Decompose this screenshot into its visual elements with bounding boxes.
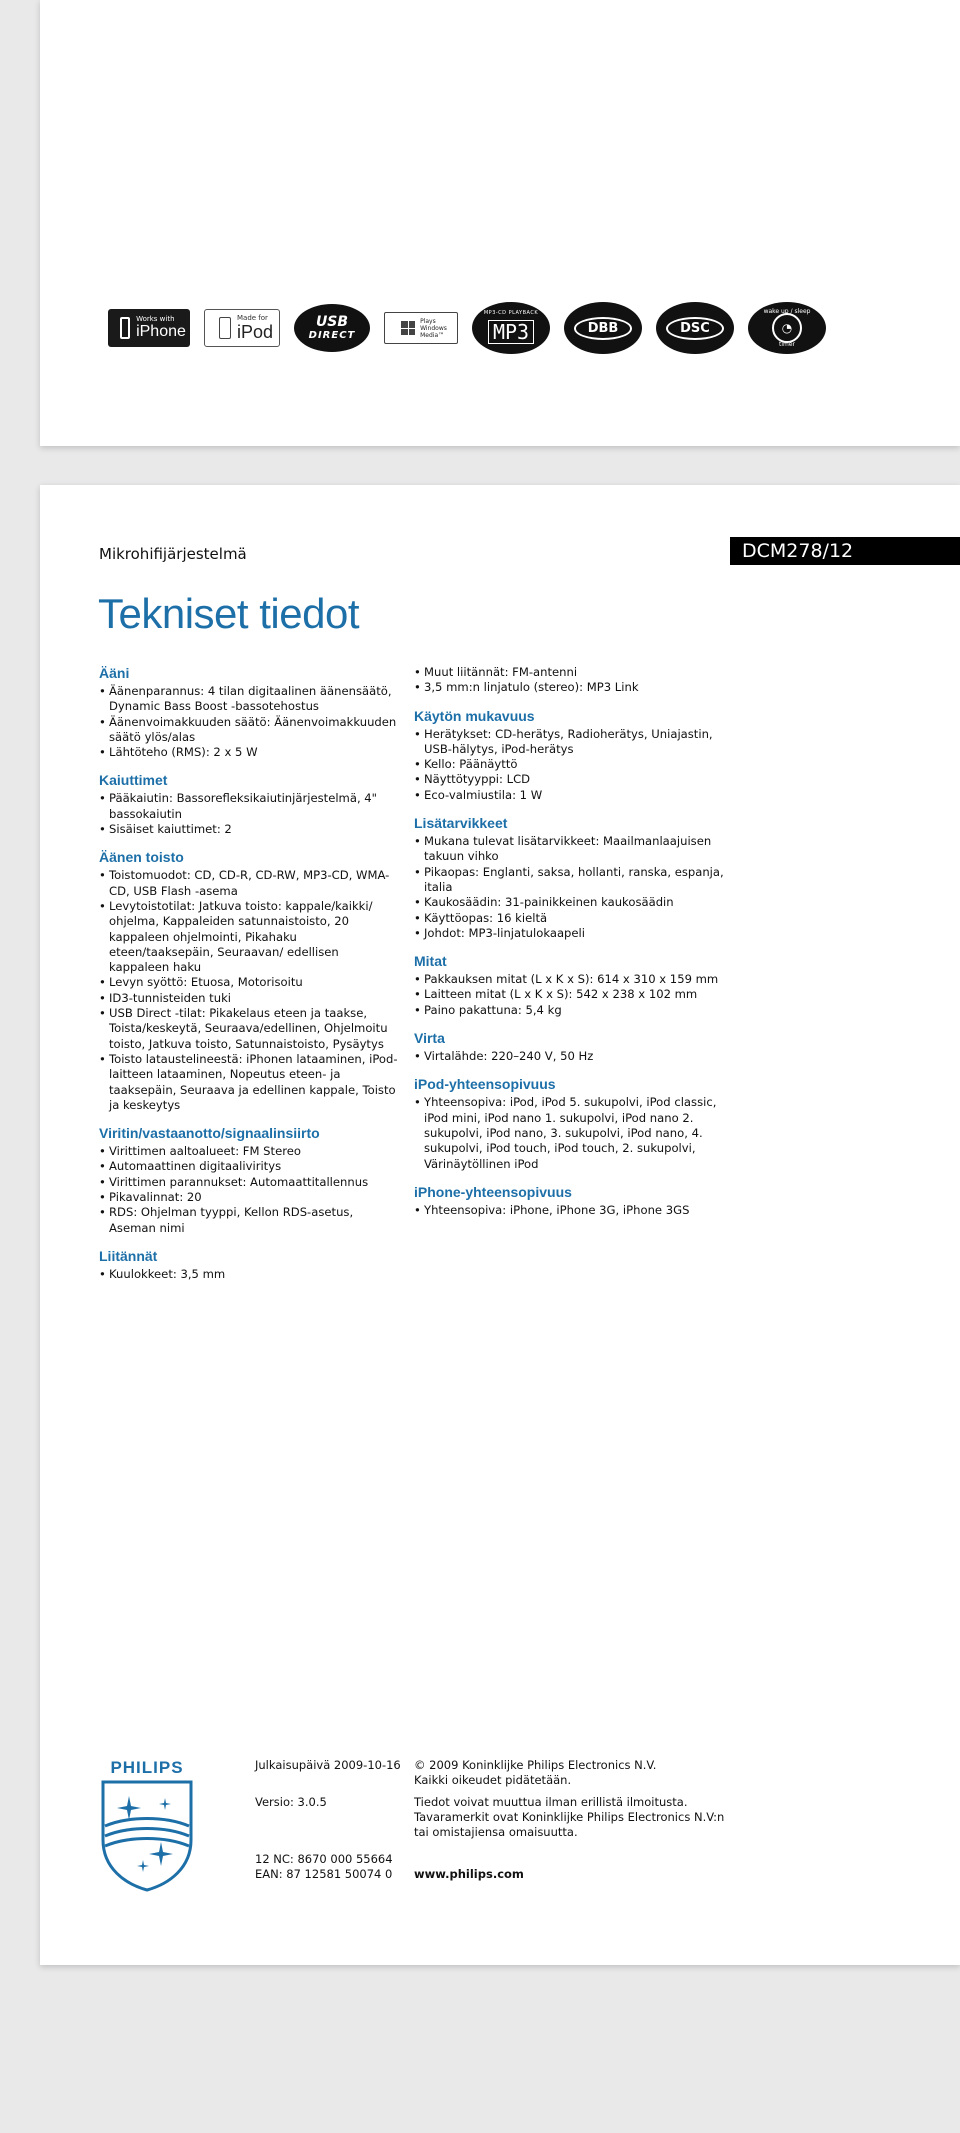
spec-list: [99, 791, 399, 837]
nc-number: 12 NC: 8670 000 55664: [255, 1852, 393, 1866]
logo-text: iPod: [236, 322, 274, 342]
spec-item: • Mukana tulevat lisätarvikkeet: Maailmanlaajuisen takuun vihko: [414, 834, 734, 865]
spec-list: [414, 1203, 734, 1218]
spec-item: • Pääkaiutin: Bassorefleksikaiutinjärjestelmä, 4" bassokaiutin: [99, 791, 399, 822]
spec-item: • Laitteen mitat (L x K x S): 542 x 238 x 102 mm: [414, 987, 734, 1002]
section-heading: Käytön mukavuus: [414, 707, 535, 724]
spec-item: • Yhteensopiva: iPhone, iPhone 3G, iPhone 3GS: [414, 1203, 734, 1218]
logo-text: DIRECT: [308, 330, 356, 341]
section-heading: Lisätarvikkeet: [414, 815, 508, 832]
spec-item: • Toistomuodot: CD, CD-R, CD-RW, MP3-CD, WMA-CD, USB Flash -asema: [99, 868, 399, 899]
page-title: Tekniset tiedot: [98, 590, 359, 637]
logo-text: Plays: [420, 317, 436, 325]
spec-item: • Virittimen aaltoalueet: FM Stereo: [99, 1144, 399, 1159]
spec-list: [414, 1095, 734, 1171]
section-heading: Ääni: [99, 665, 130, 681]
spec-list: [414, 665, 734, 696]
works-with-iphone-icon: [108, 309, 190, 347]
spec-section: [99, 665, 399, 760]
spec-section: [414, 1030, 734, 1064]
spec-item: • Lähtöteho (RMS): 2 x 5 W: [99, 745, 399, 760]
spec-item: • Äänenparannus: 4 tilan digitaalinen äänensäätö, Dynamic Bass Boost -bassotehostus: [99, 684, 399, 715]
dsc-icon: [656, 302, 734, 354]
plays-windows-media-icon: [384, 312, 458, 344]
spec-item: • Kuulokkeet: 3,5 mm: [99, 1267, 399, 1282]
spec-section: [414, 953, 734, 1018]
logo-text: USB: [315, 314, 349, 330]
spec-item: • Sisäiset kaiuttimet: 2: [99, 822, 399, 837]
document-page-1: [40, 0, 960, 446]
copyright: © 2009 Koninklijke Philips Electronics N.V.: [414, 1758, 657, 1772]
spec-item: • Äänenvoimakkuuden säätö: Äänenvoimakkuuden säätö ylös/alas: [99, 715, 399, 746]
section-heading: iPod-yhteensopivuus: [414, 1076, 556, 1093]
logo-text: MP3: [488, 320, 534, 344]
spec-section: [414, 1076, 734, 1171]
spec-item: • Paino pakattuna: 5,4 kg: [414, 1003, 734, 1018]
spec-section: [414, 1184, 734, 1218]
mp3-cd-playback-icon: [472, 302, 550, 354]
logo-text: MP3-CD PLAYBACK: [483, 310, 539, 316]
product-label: Mikrohifijärjestelmä: [99, 545, 247, 563]
model-number: DCM278/12: [730, 537, 960, 565]
logo-text: iPhone: [136, 323, 186, 340]
philips-logo: [99, 1758, 195, 1896]
spec-item: • Yhteensopiva: iPod, iPod 5. sukupolvi, iPod classic, iPod mini, iPod nano 1. sukupolvi, iPod nano 2. sukupolvi, iPod nano, 3. sukupolvi, iPod nano, 4. sukupolvi, iPod touch, iPod touch, 2. sukupolvi, Värinäytöllinen iPod: [414, 1095, 734, 1171]
notice-line: tai omistajiensa omaisuutta.: [414, 1825, 578, 1839]
spec-item: • ID3-tunnisteiden tuki: [99, 991, 399, 1006]
section-heading: iPhone-yhteensopivuus: [414, 1183, 572, 1200]
spec-list: [414, 834, 734, 941]
logo-text: Works with: [136, 315, 175, 323]
logo-text: DSC: [666, 317, 724, 340]
document-page-2: [40, 485, 960, 1965]
wake-up-sleep-timer-icon: wake up / sleep ◔ timer: [748, 302, 826, 354]
spec-column-left: [99, 665, 399, 1294]
version: Versio: 3.0.5: [255, 1795, 327, 1809]
spec-item: • Herätykset: CD-herätys, Radioherätys, Uniajastin, USB-hälytys, iPod-herätys: [414, 727, 734, 758]
spec-item: • Pikaopas: Englanti, saksa, hollanti, ranska, espanja, italia: [414, 865, 734, 896]
notice-line: Tiedot voivat muuttua ilman erillistä ilmoitusta.: [414, 1795, 688, 1809]
spec-list: [414, 972, 734, 1018]
feature-logos: [108, 302, 840, 354]
spec-item: • Levytoistotilat: Jatkuva toisto: kappale/kaikki/ ohjelma, Kappaleiden satunnaistoisto, 20 kappaleen ohjelmointi, Pikahaku eteen/taaksepäin, Seuraavan/ edellisen kappaleen haku: [99, 899, 399, 975]
section-heading: Viritin/vastaanotto/signaalinsiirto: [99, 1125, 320, 1142]
logo-text: Windows: [420, 324, 447, 332]
logo-text: DBB: [574, 317, 633, 340]
spec-section: [99, 1248, 399, 1282]
spec-item: • Pakkauksen mitat (L x K x S): 614 x 310 x 159 mm: [414, 972, 734, 987]
section-heading: Liitännät: [99, 1247, 158, 1264]
spec-item: • Käyttöopas: 16 kieltä: [414, 911, 734, 926]
spec-column-right: [414, 665, 734, 1230]
spec-item: • Pikavalinnat: 20: [99, 1190, 399, 1205]
website-link[interactable]: www.philips.com: [414, 1867, 524, 1881]
release-date: Julkaisupäivä 2009-10-16: [255, 1758, 401, 1772]
spec-item: • Näyttötyyppi: LCD: [414, 772, 734, 787]
spec-section: [99, 772, 399, 837]
spec-item: • Kaukosäädin: 31-painikkeinen kaukosäädin: [414, 895, 734, 910]
spec-item: • Virtalähde: 220–240 V, 50 Hz: [414, 1049, 734, 1064]
brand-name: PHILIPS: [110, 1758, 184, 1777]
notice-line: Tavaramerkit ovat Koninklijke Philips Electronics N.V:n: [414, 1810, 725, 1824]
spec-list: [414, 1049, 734, 1064]
section-heading: Kaiuttimet: [99, 772, 168, 789]
spec-item: • Muut liitännät: FM-antenni: [414, 665, 578, 679]
logo-text: timer: [778, 341, 796, 348]
spec-list: [99, 1267, 399, 1282]
made-for-ipod-icon: [204, 309, 280, 347]
spec-item: • USB Direct -tilat: Pikakelaus eteen ja taakse, Toista/keskeytä, Seuraava/edellinen, Ohjelmoitu toisto, Jatkuva toisto, Satunnaistoisto, Pysäytys: [99, 1006, 399, 1052]
spec-list: [99, 1144, 399, 1236]
spec-section: [99, 1125, 399, 1236]
spec-item: • RDS: Ohjelman tyyppi, Kellon RDS-asetus, Aseman nimi: [99, 1205, 399, 1236]
spec-item: • Johdot: MP3-linjatulokaapeli: [414, 926, 734, 941]
spec-item: • Automaattinen digitaaliviritys: [99, 1159, 399, 1174]
logo-text: Made for: [236, 314, 268, 322]
philips-shield-icon: [99, 1780, 195, 1892]
logo-text: wake up / sleep: [763, 308, 811, 315]
section-heading: Virta: [414, 1030, 445, 1047]
spec-list: [414, 727, 734, 803]
spec-list: [99, 684, 399, 760]
ean-number: EAN: 87 12581 50074 0: [255, 1867, 393, 1881]
section-heading: Äänen toisto: [99, 849, 184, 866]
section-heading: Mitat: [414, 953, 447, 970]
spec-item: • 3,5 mm:n linjatulo (stereo): MP3 Link: [414, 680, 639, 695]
spec-item: • Kello: Päänäyttö: [414, 757, 734, 772]
spec-list: [99, 868, 399, 1113]
rights: Kaikki oikeudet pidätetään.: [414, 1773, 572, 1787]
usb-direct-icon: [294, 304, 370, 352]
spec-section: [99, 849, 399, 1113]
dbb-icon: [564, 302, 642, 354]
spec-item: • Levyn syöttö: Etuosa, Motorisoitu: [99, 975, 399, 990]
logo-text: Media™: [420, 331, 445, 339]
spec-item: • Eco-valmiustila: 1 W: [414, 788, 734, 803]
spec-item: • Virittimen parannukset: Automaattitallennus: [99, 1175, 399, 1190]
spec-section: [414, 708, 734, 803]
spec-item: • Toisto lataustelineestä: iPhonen lataaminen, iPod-laitteen lataaminen, Nopeutus eteen- ja taaksepäin, Seuraava ja edellinen kappale, Toisto ja keskeytys: [99, 1052, 399, 1113]
spec-section: [414, 815, 734, 941]
